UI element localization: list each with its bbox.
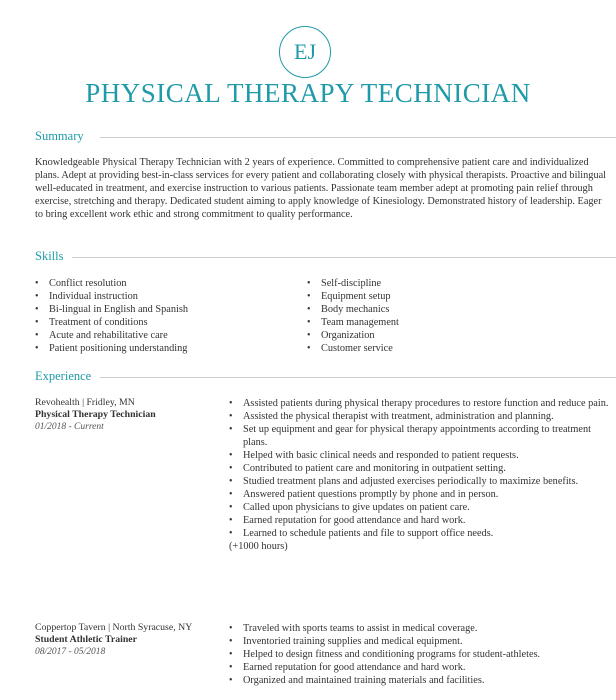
bullet-icon: • [229, 450, 233, 461]
skill-item: • Customer service [307, 343, 393, 354]
duty-item: • Inventoried training supplies and medical equipment. [229, 636, 463, 647]
job-employer: Coppertop Tavern | North Syracuse, NY [35, 622, 193, 633]
bullet-icon: • [229, 424, 233, 435]
duty-item: • Organized and maintained training materials and facilities. [229, 675, 485, 686]
bullet-icon: • [307, 291, 311, 302]
bullet-icon: • [35, 343, 39, 354]
bullet-icon: • [307, 304, 311, 315]
bullet-icon: • [35, 278, 39, 289]
skill-item: • Patient positioning understanding [35, 343, 188, 354]
bullet-icon: • [229, 502, 233, 513]
job-employer: Revohealth | Fridley, MN [35, 397, 135, 408]
bullet-icon: • [229, 649, 233, 660]
skill-item: • Organization [307, 330, 375, 341]
skill-item: • Conflict resolution [35, 278, 127, 289]
summary-divider [100, 137, 616, 138]
bullet-icon: • [229, 489, 233, 500]
skill-item: • Acute and rehabilitative care [35, 330, 168, 341]
bullet-icon: • [229, 623, 233, 634]
bullet-icon: • [229, 398, 233, 409]
bullet-icon: • [35, 304, 39, 315]
job-entry-meta [35, 397, 245, 433]
job-dates: 08/2017 - 05/2018 [35, 647, 106, 657]
bullet-icon: • [35, 291, 39, 302]
duty-item: • Assisted the physical therapist with treatment, administration and planning. [229, 411, 554, 422]
duty-item: • Learned to schedule patients and file to support office needs. [229, 528, 494, 539]
bullet-icon: • [229, 675, 233, 686]
bullet-icon: • [229, 528, 233, 539]
bullet-icon: • [229, 515, 233, 526]
skills-heading: Skills [35, 249, 64, 263]
skill-item: • Individual instruction [35, 291, 138, 302]
bullet-icon: • [229, 476, 233, 487]
duty-item: • Contributed to patient care and monitoring in outpatient setting. [229, 463, 506, 474]
bullet-icon: • [229, 662, 233, 673]
skill-item: • Body mechanics [307, 304, 390, 315]
job-role: Physical Therapy Technician [35, 409, 156, 420]
skill-item: • Treatment of conditions [35, 317, 148, 328]
skills-divider [72, 257, 616, 258]
duty-item: • Helped to design fitness and conditioning programs for student-athletes. [229, 649, 541, 660]
skills-list-right [307, 277, 399, 355]
bullet-icon: • [229, 411, 233, 422]
job-entry-meta [35, 622, 245, 658]
bullet-icon: • [35, 330, 39, 341]
job-duties-list [229, 397, 609, 553]
bullet-icon: • [307, 343, 311, 354]
duty-item: • Studied treatment plans and adjusted exercises periodically to maximize benefits. [229, 476, 579, 487]
duty-item: • Answered patient questions promptly by phone and in person. [229, 489, 499, 500]
job-duties-list [229, 622, 609, 687]
resume-title: PHYSICAL THERAPY TECHNICIAN [85, 78, 531, 108]
duty-item: • Helped with basic clinical needs and responded to patient requests. [229, 450, 519, 461]
duty-hours-note: (+1000 hours) [229, 541, 288, 552]
bullet-icon: • [229, 463, 233, 474]
skill-item: • Team management [307, 317, 399, 328]
bullet-icon: • [229, 636, 233, 647]
bullet-icon: • [307, 278, 311, 289]
job-role: Student Athletic Trainer [35, 634, 137, 645]
skills-list-left [35, 277, 188, 355]
summary-heading: Summary [35, 129, 84, 143]
experience-heading: Experience [35, 369, 92, 383]
skill-item: • Equipment setup [307, 291, 391, 302]
duty-item: • Earned reputation for good attendance and hard work. [229, 515, 466, 526]
skill-item: • Self-discipline [307, 278, 382, 289]
duty-item: • Assisted patients during physical therapy procedures to restore function and reduce pain. [229, 398, 609, 409]
bullet-icon: • [307, 330, 311, 341]
job-dates: 01/2018 - Current [35, 422, 104, 432]
skill-item: • Bi-lingual in English and Spanish [35, 304, 189, 315]
duty-item: • Set up equipment and gear for physical therapy appointments according to treatment plans. [229, 424, 591, 448]
bullet-icon: • [307, 317, 311, 328]
bullet-icon: • [35, 317, 39, 328]
monogram-badge: EJ [279, 26, 331, 78]
summary-text: Knowledgeable Physical Therapy Technician with 2 years of experience. Committed to comprehensive patient care and individualized plans. Adept at providing best-in-class services for every patient and collaborating closely with physical therapists. Proactive and bilingual well-educated in treatment, and exercise instruction to various patients. Passionate team member adept at promoting pain relief through exercise, stretching and therapy. Dedicated student aiming to apply knowledge of Kinesiology. Demonstrated history of leadership. Eager to bring excellent work ethic and strong commitment to quality performance. [35, 157, 607, 220]
duty-item: • Traveled with sports teams to assist in medical coverage. [229, 623, 478, 634]
duty-item: • Earned reputation for good attendance and hard work. [229, 662, 466, 673]
experience-divider [100, 377, 616, 378]
duty-item: • Called upon physicians to give updates on patient care. [229, 502, 470, 513]
